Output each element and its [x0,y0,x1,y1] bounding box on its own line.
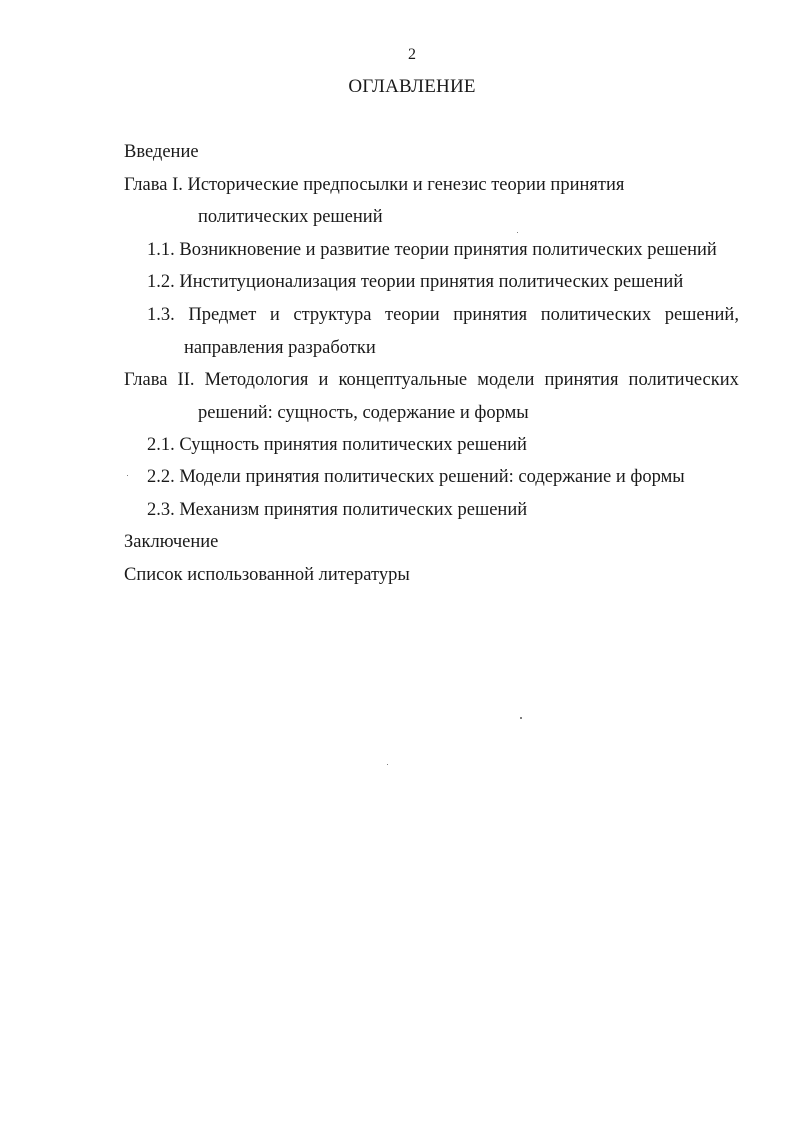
scan-speck [127,475,128,476]
toc-section-2-3: 2.3. Механизм принятия политических решений [147,500,528,520]
page-title: ОГЛАВЛЕНИЕ [348,76,476,97]
toc-chapter-2-word: концептуальные [338,370,468,390]
toc-item-conclusion: Заключение [124,532,219,552]
toc-section-1-2: 1.2. Институционализация теории принятия политических решений [147,272,684,292]
toc-chapter-2-title-line2: решений: сущность, содержание и формы [198,403,529,423]
toc-chapter-2-word: Глава [124,370,168,390]
toc-chapter-2-word: Методология [204,370,309,390]
toc-chapter-1-title-line1: Глава I. Исторические предпосылки и генезис теории принятия [124,175,625,195]
scan-speck [517,232,518,233]
toc-chapter-2-word: модели [477,370,535,390]
toc-section-1-3-word: решений, [664,305,739,325]
toc-section-2-2: 2.2. Модели принятия политических решений: содержание и формы [147,467,685,487]
toc-chapter-2-word: политических [628,370,739,390]
toc-section-1-3-word: структура [293,305,372,325]
toc-chapter-2-word: II. [177,370,195,390]
toc-chapter-2-title-line1 [124,368,739,392]
toc-chapter-2-word: принятия [544,370,619,390]
toc-section-1-3-word: принятия [453,305,528,325]
toc-section-1-3-word: Предмет [188,305,257,325]
toc-chapter-2-word: и [318,370,329,390]
toc-section-2-1: 2.1. Сущность принятия политических решений [147,435,527,455]
toc-section-1-3-word: 1.3. [147,305,175,325]
toc-section-1-1: 1.1. Возникновение и развитие теории принятия политических решений [147,240,717,260]
toc-section-1-3-word: политических [540,305,652,325]
toc-item-introduction: Введение [124,142,199,162]
toc-chapter-1-title-line2: политических решений [198,207,383,227]
toc-section-1-3-word: теории [385,305,440,325]
toc-item-bibliography: Список использованной литературы [124,565,410,585]
scan-speck [520,717,522,719]
toc-section-1-3-line1 [147,303,739,327]
scan-speck [387,764,388,765]
page-number: 2 [408,46,416,63]
toc-section-1-3-word: и [269,305,280,325]
toc-section-1-3-line2: направления разработки [184,338,376,358]
